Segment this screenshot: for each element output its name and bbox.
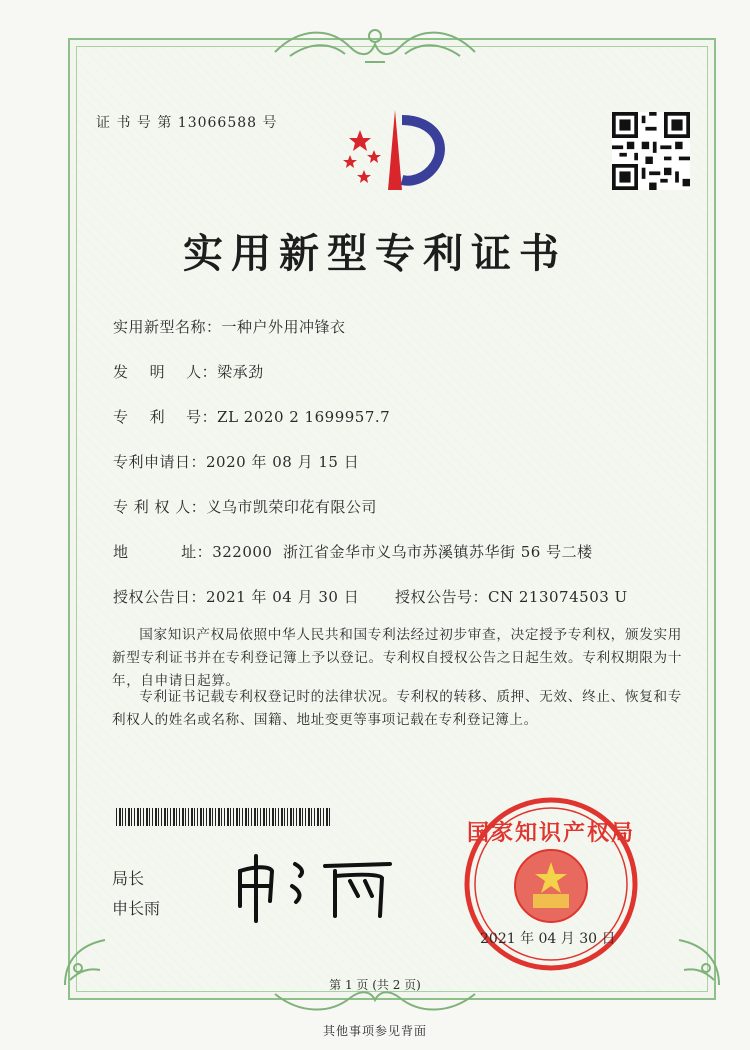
director-name: 申长雨 <box>112 899 161 918</box>
body-paragraph-2: 专利证书记载专利权登记时的法律状况。专利权的转移、质押、无效、终止、恢复和专利权人的姓名或名称、国籍、地址变更等事项记载在专利登记簿上。 <box>112 689 682 728</box>
grant-date-label: 授权公告日： <box>113 588 207 606</box>
patent-number-value: ZL 2020 2 1699957.7 <box>217 408 391 426</box>
certificate-title: 实用新型专利证书 <box>183 231 567 277</box>
qr-code <box>612 112 690 190</box>
footer-note: 其他事项参见背面 <box>322 1024 427 1038</box>
director-title: 局长 <box>112 869 145 888</box>
field-inventor <box>113 361 264 382</box>
seal-date: 2021 年 04 月 30 日 <box>480 931 616 947</box>
application-date-value: 2020 年 08 月 15 日 <box>206 453 360 471</box>
patent-number-label: 专 利 号： <box>113 408 218 426</box>
patent-office-logo <box>340 100 452 200</box>
field-address <box>113 541 593 562</box>
address-value: 322000 浙江省金华市义乌市苏溪镇苏华街 56 号二楼 <box>212 543 593 561</box>
name-label: 实用新型名称： <box>113 318 222 336</box>
field-grant-date <box>113 586 359 607</box>
field-utility-model-name <box>113 316 346 337</box>
field-patent-number <box>113 406 390 427</box>
grant-date-value: 2021 年 04 月 30 日 <box>206 588 360 606</box>
field-grant-number <box>395 586 628 607</box>
grant-number-label: 授权公告号： <box>395 588 489 606</box>
patentee-label: 专 利 权 人： <box>113 498 207 516</box>
patentee-value: 义乌市凯荣印花有限公司 <box>206 498 377 516</box>
application-date-label: 专利申请日： <box>113 453 207 471</box>
director-signature <box>230 846 400 926</box>
barcode <box>116 808 332 826</box>
address-label: 地 址： <box>113 543 213 561</box>
page-number: 第 1 页 (共 2 页) <box>329 978 421 992</box>
grant-number-value: CN 213074503 U <box>488 588 628 606</box>
field-patentee <box>113 496 377 517</box>
body-paragraph-1: 国家知识产权局依照中华人民共和国专利法经过初步审查，决定授予专利权，颁发实用新型专利证书并在专利登记簿上予以登记。专利权自授权公告之日起生效。专利权期限为十年，自申请日起算。 <box>112 627 682 689</box>
certificate-number: 证 书 号 第 13066588 号 <box>96 115 278 131</box>
name-value: 一种户外用冲锋衣 <box>221 318 346 336</box>
inventor-value: 梁承劲 <box>217 363 264 381</box>
inventor-label: 发 明 人： <box>113 363 218 381</box>
seal-text: 国家知识产权局 <box>466 821 635 846</box>
field-application-date <box>113 451 359 472</box>
top-ornament <box>270 22 480 66</box>
